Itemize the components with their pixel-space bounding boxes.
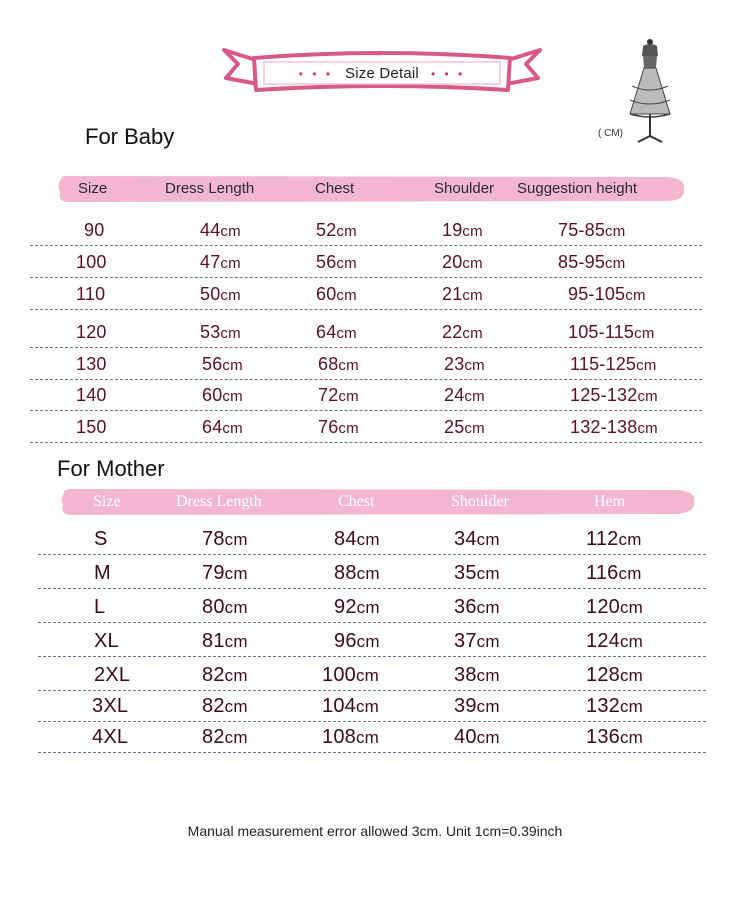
cell-chest-value: 96 <box>334 630 357 652</box>
cell-height <box>570 417 658 438</box>
cell-length <box>202 562 248 585</box>
cell-length-value: 50 <box>200 284 221 304</box>
cell-hem-value: 116 <box>586 562 619 584</box>
baby-header-dress-length: Dress Length <box>165 180 255 197</box>
banner-title-row <box>222 65 542 82</box>
cell-shoulder-value: 35 <box>454 562 477 584</box>
cell-unit: cm <box>625 287 646 304</box>
cell-unit: cm <box>224 697 248 716</box>
cell-length-value: 78 <box>202 528 225 550</box>
mother-header-shoulder: Shoulder <box>451 493 509 510</box>
cell-unit: cm <box>224 564 248 583</box>
row-divider <box>30 309 702 310</box>
row-divider <box>30 410 702 411</box>
cell-unit: cm <box>476 728 500 747</box>
cell-shoulder <box>442 220 483 241</box>
cell-shoulder <box>444 385 485 406</box>
cell-length <box>202 726 248 749</box>
cell-unit: cm <box>336 255 357 272</box>
cell-size: 90 <box>84 220 105 240</box>
cell-chest <box>316 322 357 343</box>
cell-chest <box>334 562 380 585</box>
cell-length <box>202 385 243 406</box>
cell-size: 3XL <box>92 695 129 717</box>
cell-unit: cm <box>476 598 500 617</box>
mother-row <box>38 591 706 623</box>
cell-height-value: 132-138 <box>570 417 638 437</box>
cell-chest <box>316 284 357 305</box>
mother-row <box>38 625 706 657</box>
cell-unit: cm <box>462 287 483 304</box>
cell-unit: cm <box>336 287 357 304</box>
cell-length <box>200 220 241 241</box>
cell-unit: cm <box>476 530 500 549</box>
row-divider <box>38 752 706 753</box>
cell-shoulder <box>442 322 483 343</box>
cell-shoulder-value: 24 <box>444 385 465 405</box>
cell-shoulder <box>454 596 500 619</box>
row-divider <box>38 554 706 555</box>
cell-unit: cm <box>462 255 483 272</box>
cell-shoulder <box>442 252 483 273</box>
baby-header-height: Suggestion height <box>517 180 638 197</box>
cell-height <box>558 252 625 273</box>
cell-shoulder-value: 21 <box>442 284 463 304</box>
cell-unit: cm <box>605 223 626 240</box>
row-divider <box>30 347 702 348</box>
cell-hem <box>586 664 643 687</box>
cell-unit: cm <box>356 598 380 617</box>
baby-row <box>30 413 702 443</box>
cell-size: 120 <box>76 322 107 342</box>
cell-height-value: 115-125 <box>570 354 637 374</box>
cell-chest-value: 76 <box>318 417 339 437</box>
cell-shoulder <box>454 562 500 585</box>
cell-length <box>202 417 243 438</box>
mother-header-bar <box>60 487 696 517</box>
row-divider <box>30 245 702 246</box>
baby-header-chest: Chest <box>315 180 355 197</box>
cell-unit: cm <box>338 357 359 374</box>
cell-hem-value: 112 <box>586 528 619 550</box>
baby-row <box>30 350 702 380</box>
cell-unit: cm <box>476 632 500 651</box>
cell-unit: cm <box>220 325 241 342</box>
cell-shoulder-value: 37 <box>454 630 477 652</box>
cell-length-value: 81 <box>202 630 225 652</box>
cell-chest-value: 72 <box>318 385 339 405</box>
cell-unit: cm <box>356 632 380 651</box>
cell-chest <box>316 220 357 241</box>
cell-length-value: 64 <box>202 417 223 437</box>
cell-length <box>202 695 248 718</box>
cell-shoulder-value: 20 <box>442 252 463 272</box>
cell-unit: cm <box>618 564 642 583</box>
cell-chest <box>318 385 359 406</box>
cell-unit: cm <box>476 564 500 583</box>
cell-unit: cm <box>222 420 243 437</box>
cell-unit: cm <box>636 357 657 374</box>
cell-unit: cm <box>605 255 626 272</box>
row-divider <box>30 277 702 278</box>
cell-unit: cm <box>220 255 241 272</box>
cell-chest-value: 88 <box>334 562 357 584</box>
cell-height <box>570 385 658 406</box>
cell-shoulder-value: 22 <box>442 322 463 342</box>
cell-chest <box>334 528 380 551</box>
baby-row <box>30 280 702 310</box>
cell-hem <box>586 596 643 619</box>
cell-unit: cm <box>355 728 380 747</box>
cell-shoulder <box>454 630 500 653</box>
cell-length <box>200 284 241 305</box>
row-divider <box>38 622 706 623</box>
cell-chest-value: 100 <box>322 664 356 686</box>
cell-unit: cm <box>355 697 380 716</box>
mother-row <box>38 557 706 589</box>
cell-height <box>568 284 646 305</box>
cell-unit: cm <box>224 728 248 747</box>
cell-length <box>202 528 248 551</box>
cell-chest <box>322 695 379 718</box>
cell-unit: cm <box>637 420 658 437</box>
cell-unit: cm <box>336 223 357 240</box>
cell-size: 4XL <box>92 726 129 748</box>
cell-length-value: 60 <box>202 385 223 405</box>
cell-shoulder-value: 25 <box>444 417 465 437</box>
cell-shoulder-value: 38 <box>454 664 477 686</box>
baby-row <box>30 216 702 246</box>
baby-header-shoulder: Shoulder <box>434 180 495 197</box>
cell-chest-value: 64 <box>316 322 337 342</box>
cell-unit: cm <box>618 530 642 549</box>
cell-chest <box>322 726 379 749</box>
banner-dots-right: • • • <box>430 67 466 81</box>
cell-length-value: 47 <box>200 252 221 272</box>
size-detail-banner <box>222 42 542 100</box>
cell-unit: cm <box>336 325 357 342</box>
cell-size: M <box>94 562 111 584</box>
cell-hem-value: 132 <box>586 695 620 717</box>
cell-size: XL <box>94 630 119 652</box>
cell-height <box>558 220 625 241</box>
mother-row <box>38 721 706 753</box>
cell-chest-value: 68 <box>318 354 339 374</box>
cell-chest <box>334 596 380 619</box>
cell-shoulder <box>454 528 500 551</box>
cell-chest <box>334 630 380 653</box>
cell-unit: cm <box>476 697 500 716</box>
cell-unit: cm <box>462 223 483 240</box>
mother-row <box>38 523 706 555</box>
cell-height-value: 95-105 <box>568 284 626 304</box>
cell-hem-value: 120 <box>586 596 620 618</box>
unit-label: ( CM) <box>598 128 623 139</box>
mother-header-chest: Chest <box>338 493 375 510</box>
cell-size: 150 <box>76 417 107 437</box>
cell-unit: cm <box>224 598 248 617</box>
row-divider <box>30 379 702 380</box>
cell-length-value: 82 <box>202 664 225 686</box>
cell-shoulder <box>454 726 500 749</box>
cell-unit: cm <box>637 388 658 405</box>
cell-unit: cm <box>222 357 243 374</box>
cell-chest-value: 104 <box>322 695 356 717</box>
mother-row <box>38 690 706 722</box>
cell-length-value: 80 <box>202 596 225 618</box>
cell-unit: cm <box>222 388 243 405</box>
baby-header-bar <box>56 174 686 204</box>
cell-unit: cm <box>224 666 248 685</box>
cell-chest-value: 56 <box>316 252 337 272</box>
cell-unit: cm <box>464 420 485 437</box>
cell-size: L <box>94 596 106 618</box>
cell-length-value: 82 <box>202 726 225 748</box>
cell-unit: cm <box>476 666 500 685</box>
cell-hem-value: 136 <box>586 726 620 748</box>
cell-chest <box>318 354 359 375</box>
cell-size: 100 <box>76 252 107 272</box>
baby-row <box>30 381 702 411</box>
mother-row <box>38 659 706 691</box>
cell-length-value: 82 <box>202 695 225 717</box>
cell-hem <box>586 528 642 551</box>
cell-shoulder-value: 34 <box>454 528 477 550</box>
cell-length <box>200 322 241 343</box>
cell-unit: cm <box>356 530 380 549</box>
cell-shoulder <box>454 664 500 687</box>
cell-shoulder-value: 40 <box>454 726 477 748</box>
cell-chest <box>316 252 357 273</box>
cell-chest <box>322 664 379 687</box>
cell-unit: cm <box>220 287 241 304</box>
mother-header-dress-length: Dress Length <box>176 493 262 510</box>
cell-height <box>570 354 657 375</box>
cell-unit: cm <box>619 666 644 685</box>
cell-chest-value: 84 <box>334 528 357 550</box>
cell-height-value: 85-95 <box>558 252 606 272</box>
baby-header-size: Size <box>78 180 108 197</box>
mother-section-title: For Mother <box>57 456 165 481</box>
cell-hem-value: 128 <box>586 664 620 686</box>
cell-hem <box>586 726 643 749</box>
cell-chest-value: 60 <box>316 284 337 304</box>
cell-size: 2XL <box>94 664 131 686</box>
baby-row <box>30 248 702 278</box>
cell-length-value: 79 <box>202 562 225 584</box>
mother-header-size: Size <box>93 493 121 510</box>
row-divider <box>38 588 706 589</box>
cell-size: 130 <box>76 354 107 374</box>
cell-unit: cm <box>462 325 483 342</box>
cell-length <box>200 252 241 273</box>
cell-unit: cm <box>338 388 359 405</box>
cell-unit: cm <box>619 728 644 747</box>
cell-size: 140 <box>76 385 107 405</box>
footer-note: Manual measurement error allowed 3cm. Unit 1cm=0.39inch <box>187 823 563 839</box>
cell-unit: cm <box>619 598 644 617</box>
cell-unit: cm <box>224 632 248 651</box>
cell-shoulder-value: 36 <box>454 596 477 618</box>
cell-chest-value: 52 <box>316 220 337 240</box>
cell-hem <box>586 562 642 585</box>
cell-unit: cm <box>338 420 359 437</box>
cell-shoulder-value: 19 <box>442 220 463 240</box>
cell-length <box>202 596 248 619</box>
cell-length <box>202 664 248 687</box>
cell-length <box>202 630 248 653</box>
cell-height-value: 75-85 <box>558 220 606 240</box>
cell-height <box>568 322 655 343</box>
cell-unit: cm <box>464 388 485 405</box>
cell-hem <box>586 630 643 653</box>
cell-unit: cm <box>220 223 241 240</box>
cell-hem-value: 124 <box>586 630 620 652</box>
cell-shoulder <box>442 284 483 305</box>
cell-hem <box>586 695 643 718</box>
cell-chest-value: 108 <box>322 726 356 748</box>
cell-unit: cm <box>355 666 380 685</box>
cell-chest <box>318 417 359 438</box>
cell-shoulder <box>444 354 485 375</box>
cell-unit: cm <box>619 697 644 716</box>
cell-chest-value: 92 <box>334 596 357 618</box>
cell-unit: cm <box>224 530 248 549</box>
row-divider <box>30 442 702 443</box>
cell-shoulder <box>444 417 485 438</box>
cell-length <box>202 354 243 375</box>
cell-shoulder <box>454 695 500 718</box>
mother-header-hem: Hem <box>594 493 626 510</box>
cell-height-value: 105-115 <box>568 322 635 342</box>
dress-mannequin-icon <box>628 36 690 148</box>
cell-shoulder-value: 23 <box>444 354 465 374</box>
cell-length-value: 56 <box>202 354 223 374</box>
cell-unit: cm <box>619 632 644 651</box>
baby-section-title: For Baby <box>85 124 175 149</box>
cell-length-value: 53 <box>200 322 221 342</box>
cell-unit: cm <box>634 325 655 342</box>
baby-row <box>30 318 702 348</box>
cell-unit: cm <box>464 357 485 374</box>
cell-length-value: 44 <box>200 220 221 240</box>
cell-height-value: 125-132 <box>570 385 638 405</box>
banner-title: Size Detail <box>345 65 419 82</box>
row-divider <box>38 656 706 657</box>
cell-unit: cm <box>356 564 380 583</box>
cell-size: 110 <box>76 284 106 304</box>
cell-size: S <box>94 528 108 550</box>
banner-dots-left: • • • <box>298 67 334 81</box>
cell-shoulder-value: 39 <box>454 695 477 717</box>
